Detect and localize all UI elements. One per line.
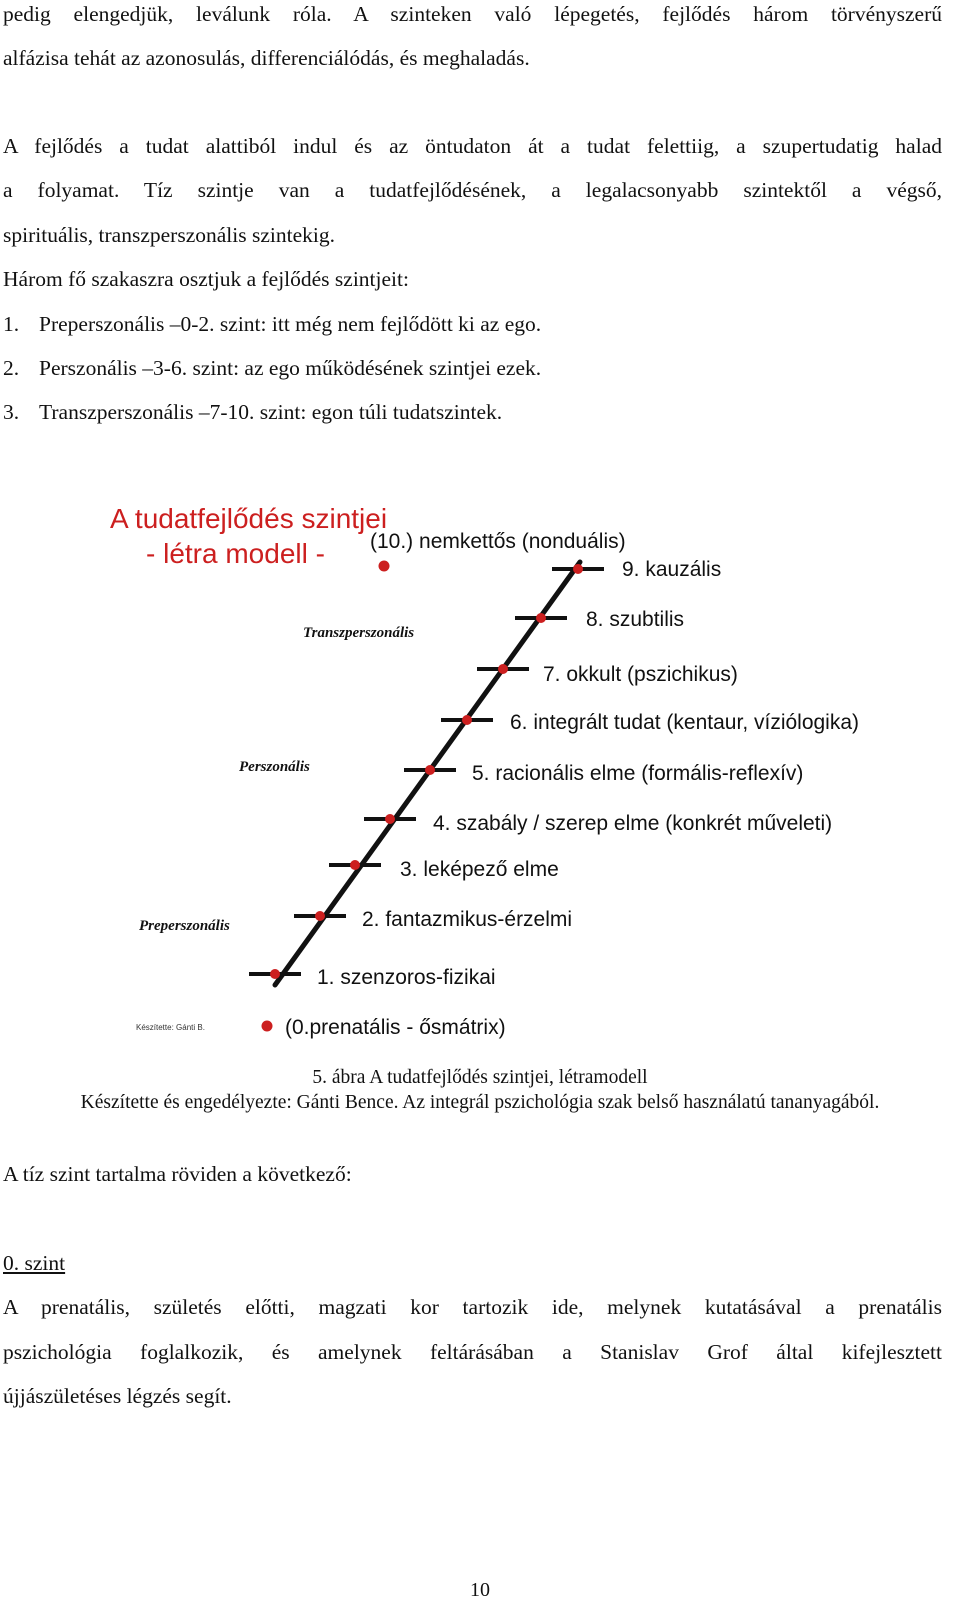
level-label: 8. szubtilis [586,608,685,631]
level-dot [385,814,395,824]
page-number: 10 [470,1579,490,1601]
group-label-personal: Perszonális [239,759,310,775]
ladder-model-figure [100,488,860,1078]
level-dot [379,561,390,572]
level-label: 1. szenzoros-fizikai [317,966,496,989]
stage-item [3,399,942,425]
level-dot [425,765,435,775]
group-label-transpersonal: Transzperszonális [303,625,415,641]
level-heading [3,1250,942,1276]
level-label: 5. racionális elme (formális-reflexív) [472,762,804,785]
level-dot [573,564,583,574]
stages-intro: Három fő szakaszra osztjuk a fejlődés szintjeit: [3,267,409,291]
stage-number: 3. [3,400,20,424]
level-dot [350,860,360,870]
stage-number: 2. [3,356,20,380]
stage-item [3,311,942,337]
level-label: 3. leképező elme [400,858,559,881]
level-label: (10.) nemkettős (nonduális) [370,530,626,553]
paragraph-line: A prenatális, születés előtti, magzati kor tartozik ide, melynek kutatásával a prenatális [3,1295,942,1319]
level-label: 6. integrált tudat (kentaur, víziólogika) [510,711,860,734]
paragraph-line: pszichológia foglalkozik, és amelynek feltárásában a Stanislav Grof által kifejlesztett [3,1340,942,1364]
paragraph-line: a folyamat. Tíz szintje van a tudatfejlődésének, a legalacsonyabb szintektől a végső, [3,178,942,202]
stage-text: Preperszonális –0-2. szint: itt még nem fejlődött ki az ego. [39,312,542,336]
level-dot [270,969,280,979]
paragraph-line: A fejlődés a tudat alattiból indul és az öntudaton át a tudat felettiig, a szupertudatig halad [3,134,942,158]
levels-intro: A tíz szint tartalma röviden a következő: [3,1162,352,1186]
figure-title-line1: A tudatfejlődés szintjei [110,503,388,534]
paragraph-line: újjászületéses légzés segít. [3,1384,232,1408]
level-dot [315,911,325,921]
level-label: 7. okkult (pszichikus) [543,663,738,686]
stage-text: Transzperszonális –7-10. szint: egon túli tudatszintek. [39,400,503,424]
ladder-levels [249,530,859,1039]
level-dot [498,664,508,674]
figure-credit: Készítette: Gánti B. [136,1023,205,1032]
figure-title-line2: - létra modell - [146,538,325,569]
group-label-prepersonal: Preperszonális [139,918,230,934]
stage-text: Perszonális –3-6. szint: az ego működésének szintjei ezek. [39,356,542,380]
level-dot [262,1021,273,1032]
level-dot [462,715,472,725]
paragraph-line: spirituális, transzperszonális szintekig. [3,223,335,247]
figure-credit-caption: Készítette és engedélyezte: Gánti Bence. Az integrál pszichológia szak belső használatú tananyagából. [80,1092,880,1113]
level-label: 4. szabály / szerep elme (konkrét műveleti) [433,812,833,835]
level-label: (0.prenatális - ősmátrix) [285,1016,506,1039]
level-label: 2. fantazmikus-érzelmi [362,908,573,931]
level-dot [536,613,546,623]
figure-caption: 5. ábra A tudatfejlődés szintjei, létramodell [312,1067,648,1088]
level-heading-text: 0. szint [3,1251,66,1275]
stage-number: 1. [3,312,20,336]
paragraph-line: alfázisa tehát az azonosulás, differenciálódás, és meghaladás. [3,46,530,70]
level-label: 9. kauzális [622,558,722,581]
paragraph-line: pedig elengedjük, leválunk róla. A szinteken való lépegetés, fejlődés három törvényszerű [3,2,942,26]
stage-item [3,355,942,381]
